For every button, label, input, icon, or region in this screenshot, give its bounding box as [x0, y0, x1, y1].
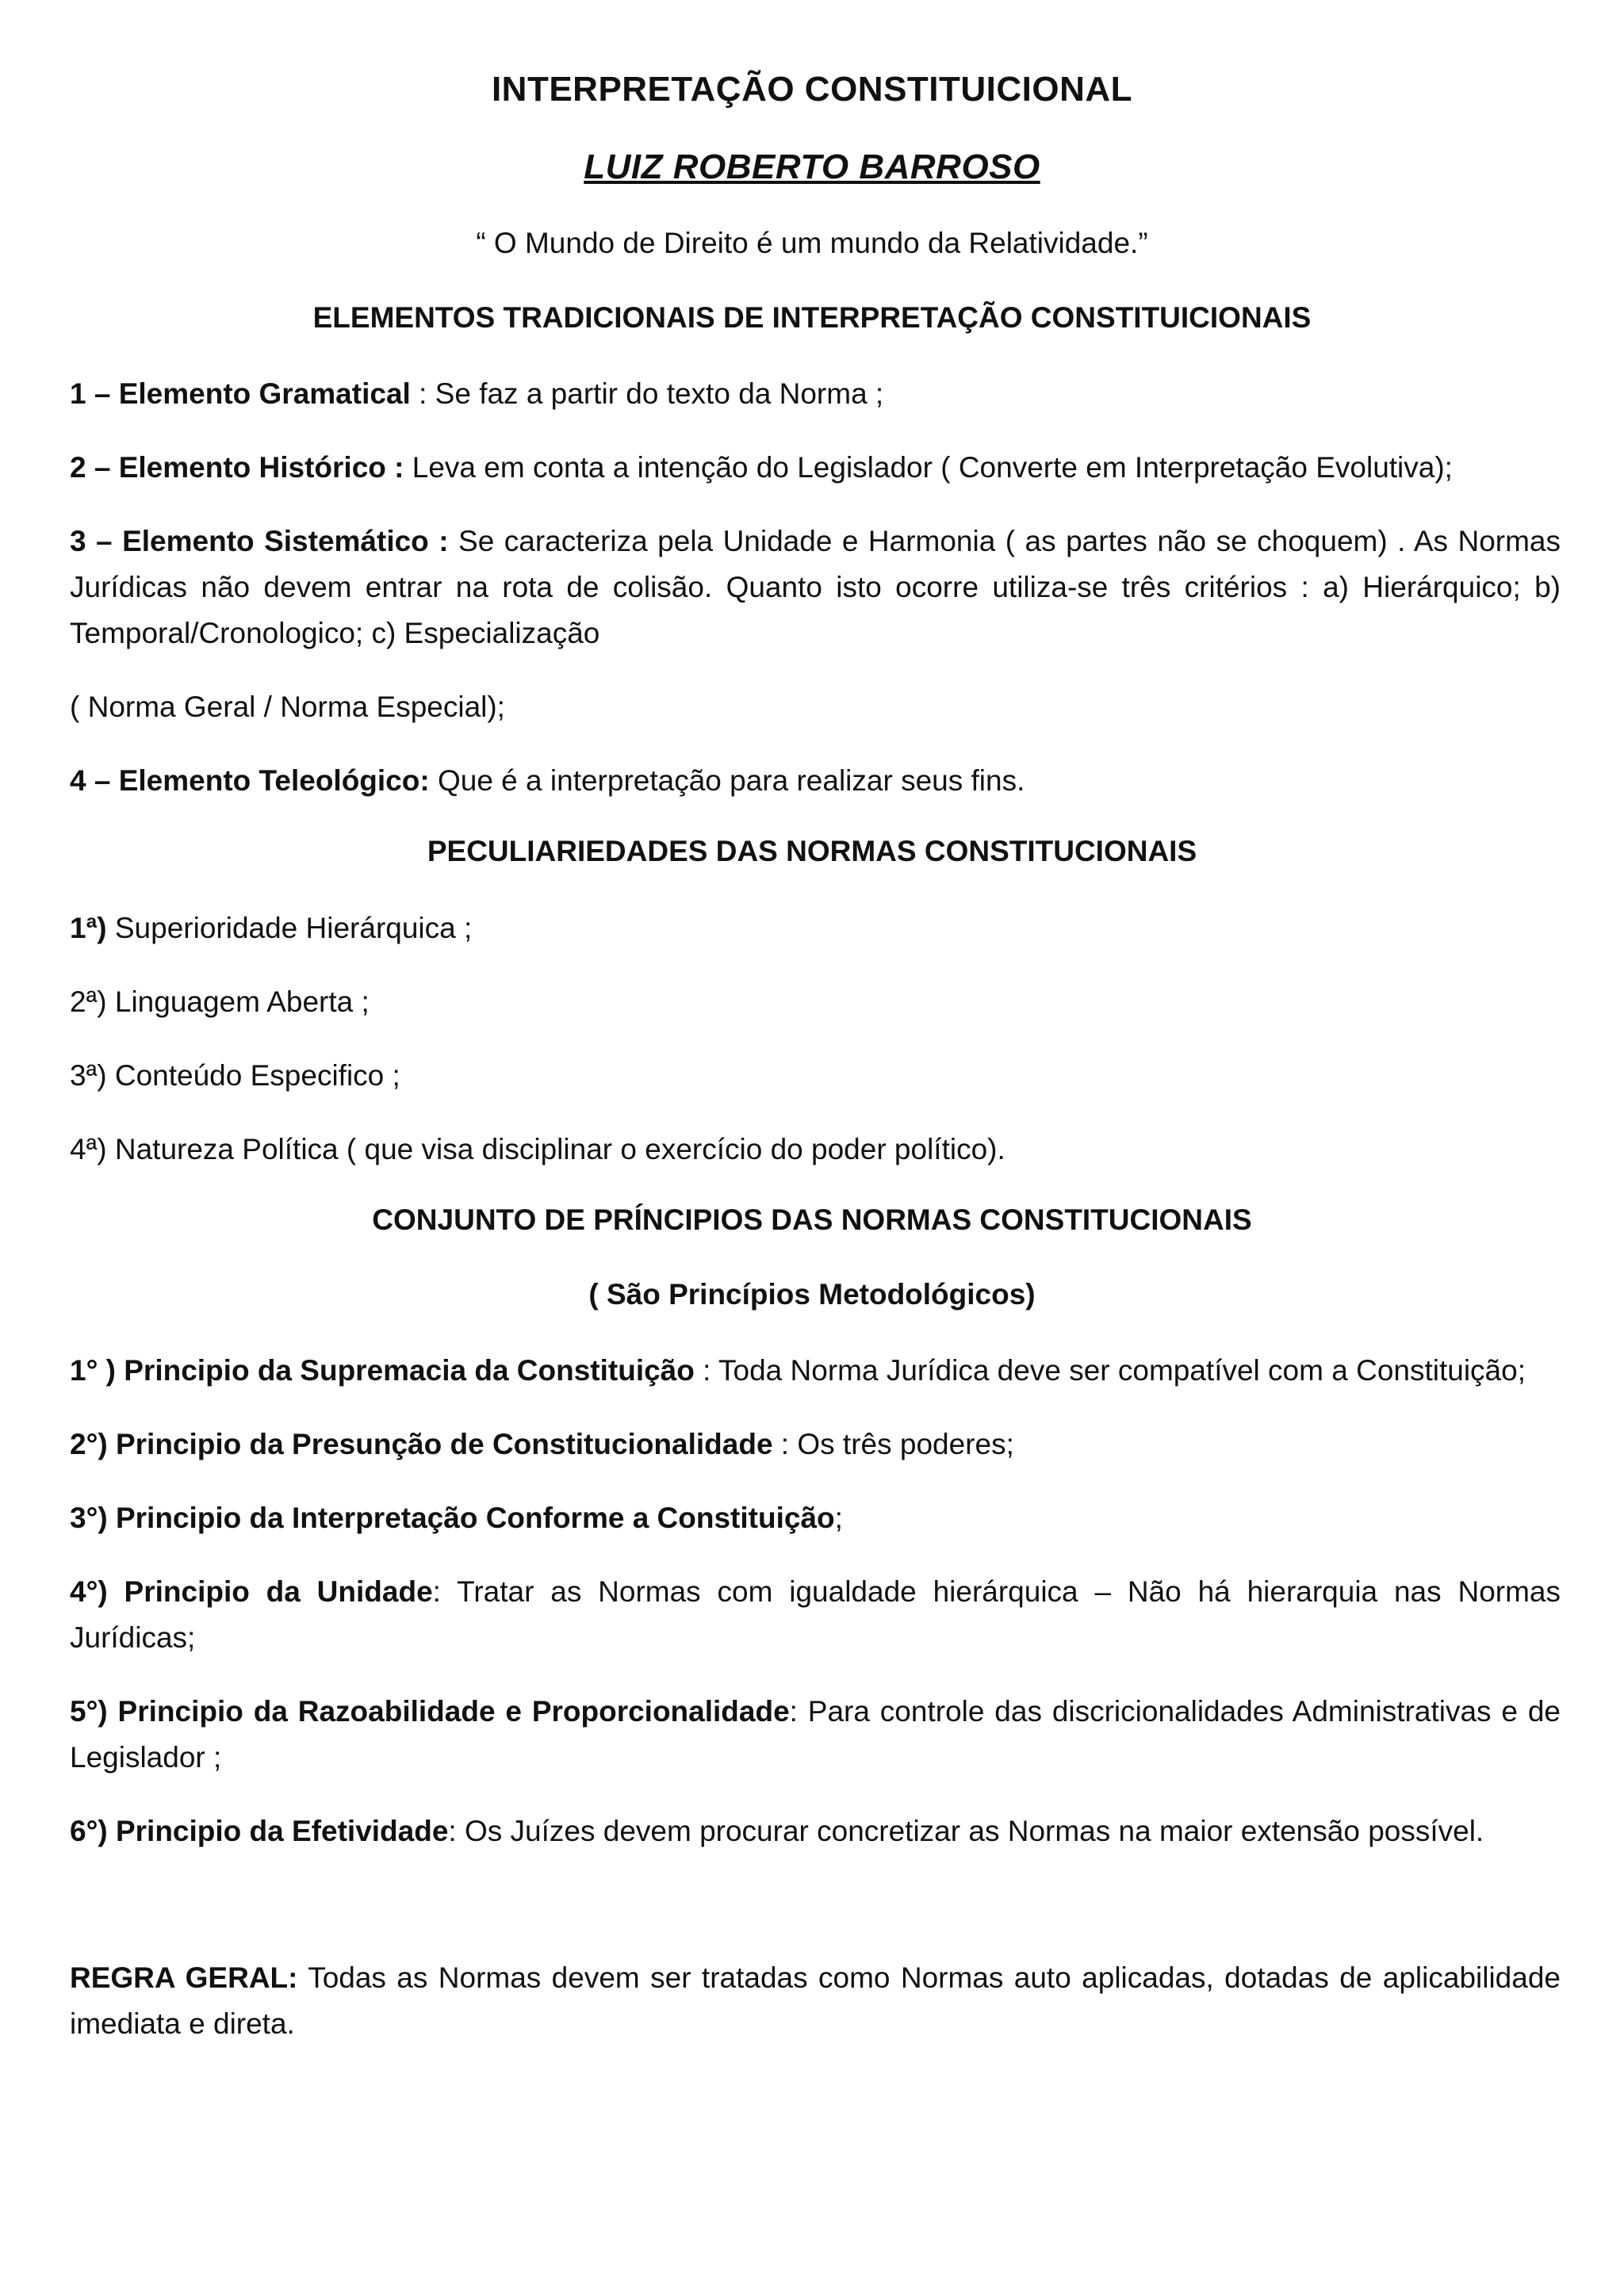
rule-text: Todas as Normas devem ser tratadas como Normas auto aplicadas, dotadas de aplicabilidade imediata e direta. — [70, 1961, 1561, 2040]
principio-1 — [70, 1348, 1561, 1394]
item-text: Superioridade Hierárquica ; — [106, 912, 473, 944]
epigraph-quote: “ O Mundo de Direito é um mundo da Relatividade.” — [476, 227, 1148, 259]
item-text: : Tratar as Normas com igualdade hierárquica – Não há hierarquia nas Normas Jurídicas; — [70, 1575, 1561, 1654]
section-heading-elementos: ELEMENTOS TRADICIONAIS DE INTERPRETAÇÃO CONSTITUICIONAIS — [312, 301, 1312, 334]
item-text: 3ª) Conteúdo Especifico ; — [70, 1059, 400, 1092]
item-text: Se caracteriza pela Unidade e Harmonia ( as partes não se choquem) . As Normas Jurídicas não devem entrar na rota de colisão. Quanto isto ocorre utiliza-se três critérios : a) Hierárquico; b) Temporal/Cronologico; c) Especialização — [70, 525, 1561, 649]
elemento-historico — [70, 445, 1561, 491]
rule-label: REGRA GERAL: — [70, 1961, 298, 1994]
item-text: : Toda Norma Jurídica deve ser compatível com a Constituição; — [694, 1354, 1526, 1387]
item-label: 4°) Principio da Unidade — [70, 1575, 433, 1608]
item-text: 2ª) Linguagem Aberta ; — [70, 985, 370, 1018]
item-text: : Os Juízes devem procurar concretizar as Normas na maior extensão possível. — [448, 1815, 1484, 1847]
author-name: LUIZ ROBERTO BARROSO — [584, 147, 1040, 186]
regra-geral — [70, 1955, 1561, 2047]
item-label: 1° ) Principio da Supremacia da Constituição — [70, 1354, 695, 1387]
item-label: 3°) Principio da Interpretação Conforme a Constituição — [70, 1502, 835, 1534]
item-label: 3 – Elemento Sistemático : — [70, 525, 449, 557]
peculiaridade-4 — [70, 1127, 1561, 1173]
principio-4 — [70, 1569, 1561, 1661]
peculiaridade-3 — [70, 1053, 1561, 1099]
item-label: 1ª) — [70, 912, 107, 944]
section-subheading-metodologicos: ( São Princípios Metodológicos) — [588, 1278, 1036, 1311]
elemento-sistematico — [70, 519, 1561, 656]
item-text: Que é a interpretação para realizar seus fins. — [429, 764, 1025, 797]
item-text: Leva em conta a intenção do Legislador ( Converte em Interpretação Evolutiva); — [404, 451, 1453, 484]
item-label: 2 – Elemento Histórico : — [70, 451, 404, 484]
item-text: : Os três poderes; — [772, 1428, 1014, 1460]
section-heading-peculiaridades: PECULIARIEDADES DAS NORMAS CONSTITUCIONAIS — [427, 835, 1197, 867]
elemento-teleologico — [70, 758, 1561, 804]
item-label: 4 – Elemento Teleológico: — [70, 764, 430, 797]
item-label: 1 – Elemento Gramatical — [70, 377, 411, 410]
item-label: 2°) Principio da Presunção de Constitucionalidade — [70, 1428, 773, 1460]
principio-3 — [70, 1495, 1561, 1541]
item-text: : Para controle das discricionalidades Administrativas e de Legislador ; — [70, 1695, 1561, 1774]
item-label: 5°) Principio da Razoabilidade e Proporcionalidade — [70, 1695, 790, 1728]
principio-2 — [70, 1422, 1561, 1468]
norma-geral-especial — [70, 684, 1561, 730]
item-label: 6°) Principio da Efetividade — [70, 1815, 449, 1847]
peculiaridade-2 — [70, 979, 1561, 1025]
peculiaridade-1 — [70, 905, 1561, 951]
elemento-gramatical — [70, 371, 1561, 417]
item-text: ; — [834, 1502, 843, 1534]
item-text: 4ª) Natureza Política ( que visa disciplinar o exercício do poder político). — [70, 1133, 1005, 1165]
item-text: : Se faz a partir do texto da Norma ; — [410, 377, 884, 410]
item-text: ( Norma Geral / Norma Especial); — [70, 691, 505, 723]
author-line — [0, 147, 1624, 187]
principio-6 — [70, 1808, 1561, 1854]
principio-5 — [70, 1689, 1561, 1781]
section-heading-principios: CONJUNTO DE PRÍNCIPIOS DAS NORMAS CONSTITUCIONAIS — [372, 1203, 1252, 1236]
document-title: INTERPRETAÇÃO CONSTITUICIONAL — [491, 70, 1133, 109]
